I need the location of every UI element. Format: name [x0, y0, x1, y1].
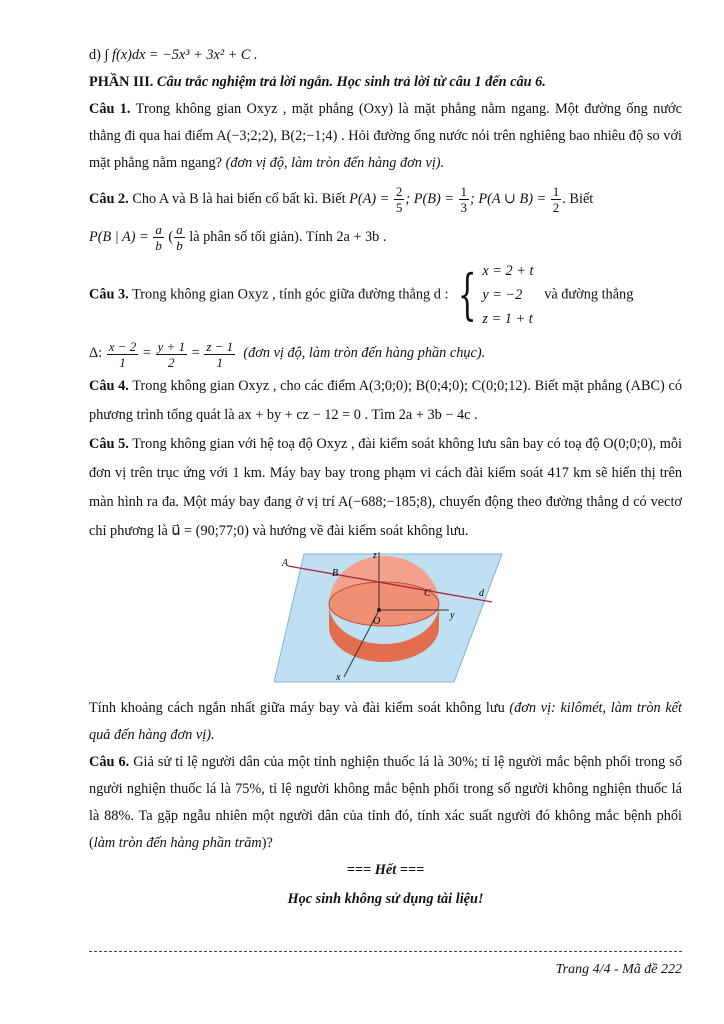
fraction-num: a — [155, 222, 162, 238]
footer-divider — [89, 951, 682, 952]
question-2-tail: . Biết — [562, 191, 594, 207]
question-4-label: Câu 4. — [89, 377, 129, 394]
exam-page — [89, 40, 682, 913]
fraction-x — [107, 339, 139, 370]
question-2-note: là phân số tối giản). Tính 2a + 3b . — [189, 229, 387, 246]
brace-icon: { — [457, 263, 477, 327]
system-line: y = −2 — [482, 287, 523, 304]
question-3 — [89, 259, 682, 331]
question-2-cond: P(B | A) = — [89, 229, 149, 246]
option-d — [89, 42, 682, 69]
fraction-z — [204, 339, 235, 370]
x-label: x — [336, 671, 341, 683]
fraction-num: z − 1 — [206, 338, 234, 354]
question-2-pb: ; P(B) = — [405, 191, 454, 207]
fraction-ab-2 — [174, 222, 185, 253]
question-2-cont — [89, 221, 682, 253]
question-1-label: Câu 1. — [89, 101, 131, 117]
system-line: x = 2 + t — [482, 263, 534, 280]
question-5-tail — [89, 695, 682, 749]
fraction-num: 1 — [552, 184, 560, 200]
question-6-close: )? — [261, 834, 273, 851]
question-1-text: Trong không gian Oxyz , mặt phẳng (Oxy) là mặt phẳng nằm ngang. Một đường ống nước thẳng đi qua hai điểm A(−3;2;2), B(2;−1;4) . Hỏi đường ống nước nói trên nghiêng bao nhiêu độ so với mặt phẳng nằm ngang? — [89, 101, 682, 171]
section-title: PHẦN III. — [89, 74, 154, 90]
o-label: O — [373, 615, 381, 627]
line-system — [452, 259, 533, 331]
fraction-num: 2 — [395, 184, 403, 200]
y-label: y — [450, 609, 455, 621]
question-6-note: làm tròn đến hàng phần trăm — [93, 834, 262, 851]
question-1 — [89, 96, 682, 177]
question-2-pu: ; P(A ∪ B) = — [470, 191, 547, 207]
question-6 — [89, 749, 682, 857]
question-6-label: Câu 6. — [89, 753, 130, 770]
question-3-cont — [89, 337, 682, 369]
c-label: C — [424, 587, 431, 599]
section-subtitle: Câu trắc nghiệm trả lời ngắn. Học sinh trả lời từ câu 1 đến câu 6. — [156, 74, 546, 90]
fraction-den: 2 — [552, 200, 560, 216]
fraction-den: b — [176, 238, 183, 254]
question-1-note: (đơn vị độ, làm tròn đến hàng đơn vị). — [225, 155, 445, 171]
point-o — [377, 608, 381, 612]
question-3-label: Câu 3. — [89, 286, 129, 303]
fraction-pb — [459, 184, 470, 215]
fraction-ab — [153, 222, 164, 253]
question-5-after: Tính khoảng cách ngắn nhất giữa máy bay và đài kiểm soát không lưu — [89, 699, 510, 716]
equals-sign: = — [142, 345, 151, 362]
fraction-den: 1 — [216, 354, 223, 370]
airspace-figure — [274, 552, 504, 687]
fraction-num: a — [176, 222, 183, 238]
cross-section — [329, 582, 439, 626]
question-6-text: Giả sử tỉ lệ người dân của một tỉnh nghiện thuốc lá là 30%; tỉ lệ người mắc bệnh phổi trong số người nghiện thuốc lá là 75%, tỉ lệ người không mắc bệnh phổi trong số người không nghiện thuốc lá là 88%. Ta gặp ngẫu nhiên một người dân của tỉnh đó, tính xác suất người đó không mắc bệnh phổi ( — [89, 753, 682, 851]
question-5-note: (đơn vị: kilômét, làm tròn kết quả đến hàng đơn vị). — [89, 699, 682, 743]
fraction-y — [156, 339, 188, 370]
end-marker: === Hết === — [346, 861, 425, 878]
d-label: d — [479, 587, 484, 599]
question-5 — [89, 430, 682, 546]
question-2-lead: Cho A và B là hai biến cố bất kì. Biết — [132, 191, 346, 207]
question-3-note: (đơn vị độ, làm tròn đến hàng phần chục). — [243, 345, 486, 362]
system-line: z = 1 + t — [482, 311, 533, 328]
end-notice: Học sinh không sử dụng tài liệu! — [287, 890, 484, 907]
question-4-text: Trong không gian Oxyz , cho các điểm A(3;0;0); B(0;4;0); C(0;0;12). Biết mặt phẳng (ABC) có phương trình tổng quát là ax + by + cz − 12 = 0 . Tìm 2a + 3b − 4c . — [89, 377, 682, 423]
question-2-pa: P(A) = — [349, 191, 390, 207]
question-5-text: Trong không gian với hệ toạ độ Oxyz , đài kiểm soát không lưu sân bay có toạ độ O(0;0;0), mỗi đơn vị trên trục ứng với 1 km. Máy bay bay trong phạm vi cách đài kiểm soát 417 km sẽ hiển thị trên màn hình ra đa. Một máy bay đang ở vị trí A(−688;−185;8), chuyển động theo đường thẳng d có vectơ chỉ phương là u⃗ = (90;77;0) và hướng về đài kiểm soát không lưu. — [89, 435, 682, 539]
page-footer: Trang 4/4 - Mã đề 222 — [555, 962, 682, 977]
question-2 — [89, 183, 682, 215]
equals-sign: = — [191, 345, 200, 362]
section-heading — [89, 69, 682, 96]
paren-open: ( — [168, 229, 174, 246]
fraction-den: 5 — [395, 200, 403, 216]
fraction-num: y + 1 — [157, 338, 186, 354]
question-5-label: Câu 5. — [89, 435, 129, 452]
question-3-tail: và đường thẳng — [544, 286, 634, 303]
fraction-pa — [394, 184, 405, 215]
fraction-den: 3 — [460, 200, 468, 216]
z-label: z — [373, 551, 377, 561]
question-3-lead: Trong không gian Oxyz , tính góc giữa đường thẳng d : — [132, 286, 449, 303]
option-d-label: d) — [89, 47, 101, 63]
fraction-pu — [551, 184, 562, 215]
fraction-den: 2 — [168, 354, 175, 370]
b-label: B — [332, 567, 339, 579]
option-d-formula: ∫ f(x)dx = −5x³ + 3x² + C . — [104, 47, 258, 63]
fraction-num: 1 — [460, 184, 468, 200]
delta-label: Δ: — [89, 345, 103, 362]
fraction-den: 1 — [119, 354, 126, 370]
a-label: A — [282, 557, 289, 569]
fraction-num: x − 2 — [108, 338, 137, 354]
question-4 — [89, 372, 682, 430]
fraction-den: b — [155, 238, 162, 254]
question-2-label: Câu 2. — [89, 191, 129, 207]
